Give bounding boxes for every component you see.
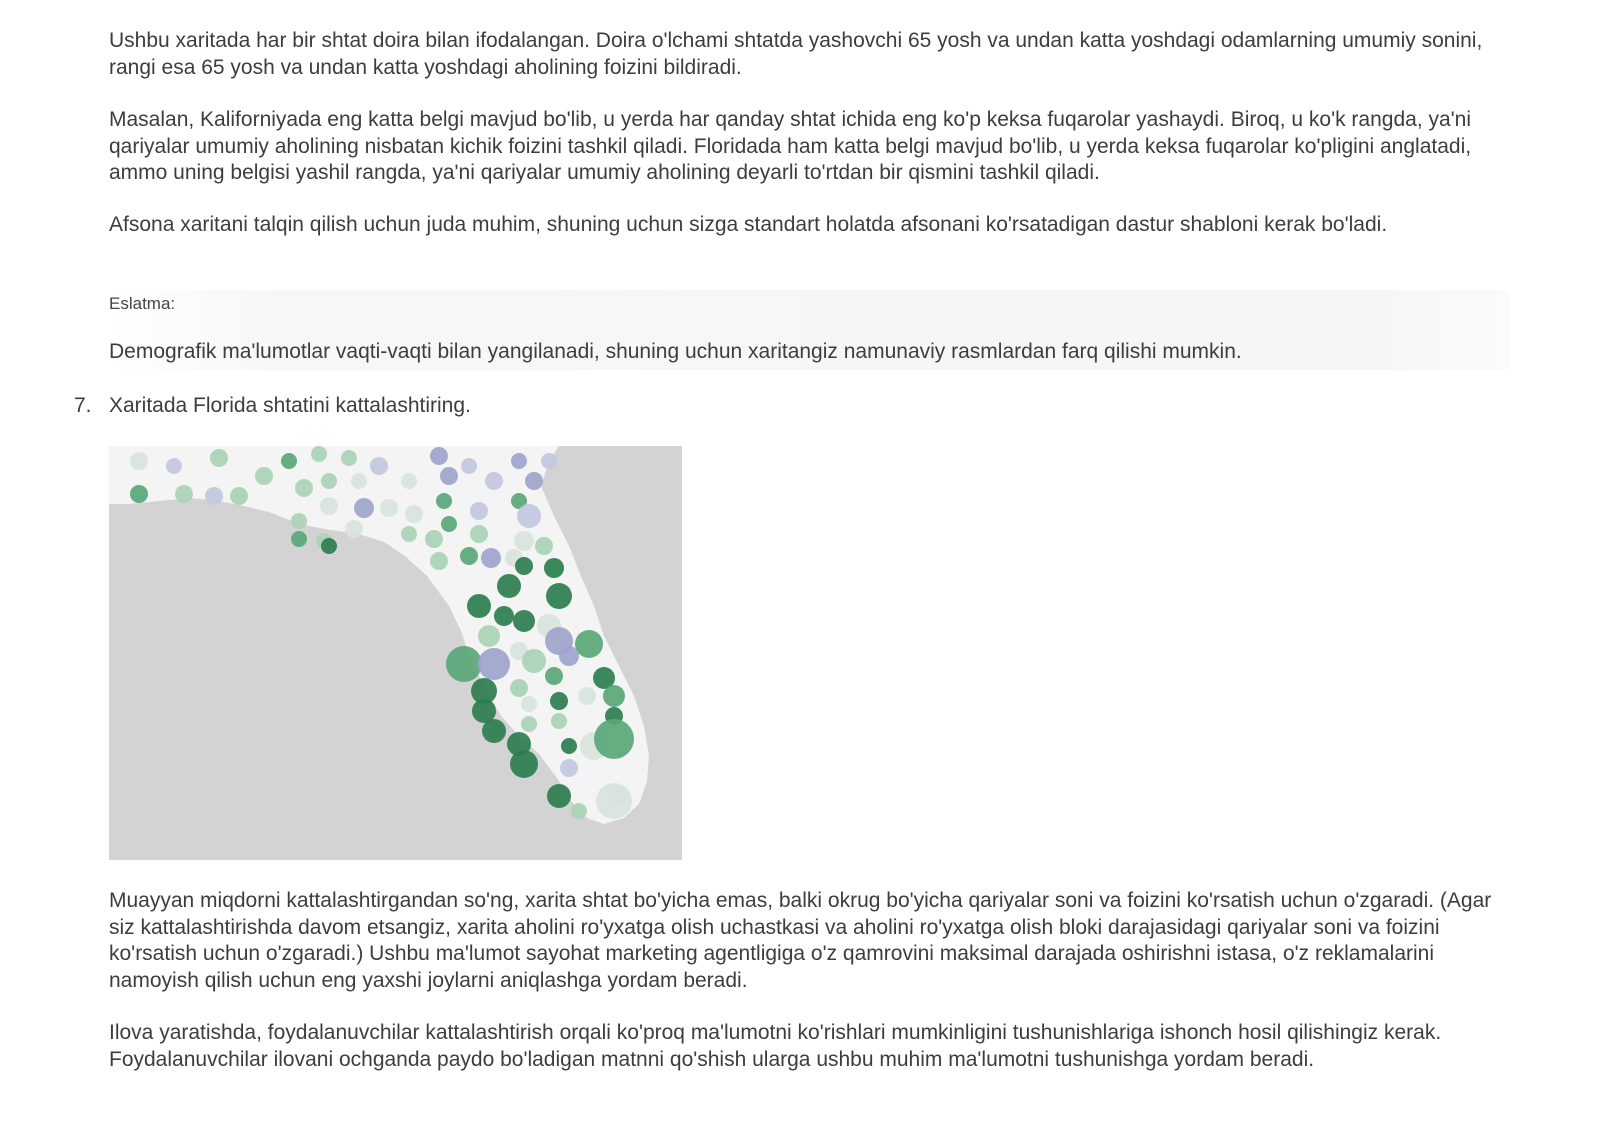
county-circle (230, 487, 248, 505)
county-circle (440, 467, 458, 485)
note-box (109, 290, 1509, 370)
county-circle (467, 594, 491, 618)
county-circle (130, 485, 148, 503)
county-circle (596, 783, 632, 819)
county-circle (320, 497, 338, 515)
note-text: Demografik ma'lumotlar vaqti-vaqti bilan yangilanadi, shuning uchun xaritangiz namunaviy rasmlardan farq qilishi mumkin. (109, 340, 1242, 363)
note-label: Eslatma: (109, 294, 176, 313)
example-paragraph: Masalan, Kaliforniyada eng katta belgi mavjud bo'lib, u yerda har qanday shtat ichida eng ko'p keksa fuqarolar yashaydi. Biroq, u ko'k rangda, ya'ni qariyalar umumiy aholining nisbatan kichik foizini tashkil qiladi. Floridada ham katta belgi mavjud bo'lib, u yerda keksa fuqarolar ko'pligini anglatadi, ammo uning belgisi yashil rangda, ya'ni qariyalar umumiy aholining deyarli to'rtdan bir qismini tashkil qiladi. (109, 108, 1472, 184)
county-circle (521, 696, 537, 712)
intro-paragraph: Ushbu xaritada har bir shtat doira bilan ifodalangan. Doira o'lchami shtatda yashovchi 65 yosh va undan katta yoshdagi odamlarning umumiy sonini, rangi esa 65 yosh va undan katta yoshdagi aholining foizini bildiradi. (109, 29, 1483, 79)
county-circle (321, 538, 337, 554)
county-circle (166, 458, 182, 474)
county-circle (295, 479, 313, 497)
county-circle (545, 667, 563, 685)
county-circle (470, 525, 488, 543)
county-circle (370, 457, 388, 475)
county-circle (130, 452, 148, 470)
county-circle (494, 606, 514, 626)
county-circle (541, 453, 557, 469)
county-circle (401, 526, 417, 542)
county-circle (547, 784, 571, 808)
florida-map-screenshot (109, 446, 682, 860)
step-number: 7. (74, 394, 92, 417)
county-circle (205, 487, 223, 505)
county-circle (513, 610, 535, 632)
county-circle (478, 648, 510, 680)
county-circle (603, 685, 625, 707)
county-circle (470, 502, 488, 520)
county-circle (544, 558, 564, 578)
step-text: Xaritada Florida shtatini kattalashtiring. (109, 394, 471, 417)
county-circle (341, 450, 357, 466)
county-circle (511, 453, 527, 469)
zoom-explanation-paragraph: Muayyan miqdorni kattalashtirgandan so'ng, xarita shtat bo'yicha emas, balki okrug bo'yicha qariyalar soni va foizini ko'rsatish uchun o'zgaradi. (Agar siz kattalashtirishda davom etsangiz, xarita aholini ro'yxatga olish uchastkasi va aholini ro'yxatga olish bloki darajasidagi qariyalar soni va foizini ko'rsatish uchun o'zgaradi.) Ushbu ma'lumot sayohat marketing agentligiga o'z qamrovini maksimal darajada oshirishni istasa, o'z reklamalarini namoyish qilish uchun eng yaxshi joylarni aniqlashga yordam beradi. (109, 889, 1492, 992)
county-circle (210, 449, 228, 467)
county-circle (551, 713, 567, 729)
county-circle (535, 537, 553, 555)
county-circle (560, 759, 578, 777)
county-circle (575, 630, 603, 658)
county-circle (436, 493, 452, 509)
county-circle (485, 472, 503, 490)
county-circle (291, 531, 307, 547)
county-circle (461, 458, 477, 474)
county-circle (510, 679, 528, 697)
county-circle (321, 473, 337, 489)
county-circle (521, 716, 537, 732)
county-circle (522, 649, 546, 673)
county-circle (441, 516, 457, 532)
county-circle (460, 547, 478, 565)
app-tip-paragraph: Ilova yaratishda, foydalanuvchilar kattalashtirish orqali ko'proq ma'lumotni ko'rishlari mumkinligini tushunishlariga ishonch hosil qilishingiz kerak. Foydalanuvchilar ilovani ochganda paydo bo'ladigan matnni qo'shish ularga ushbu muhim ma'lumotni tushunishga yordam beradi. (109, 1021, 1442, 1071)
county-circle (430, 552, 448, 570)
county-circle (559, 646, 579, 666)
county-circle (405, 505, 423, 523)
county-circle (482, 719, 506, 743)
county-circle (517, 504, 541, 528)
county-circle (525, 472, 543, 490)
county-circle (255, 467, 273, 485)
county-circle (515, 557, 533, 575)
county-circle (497, 574, 521, 598)
county-circle (354, 498, 374, 518)
county-circle (345, 520, 363, 538)
county-circle (561, 738, 577, 754)
county-circle (175, 485, 193, 503)
step-7 (74, 394, 471, 418)
county-circle (578, 687, 596, 705)
county-circle (594, 719, 634, 759)
county-circle (478, 625, 500, 647)
county-circle (351, 473, 367, 489)
county-circle (546, 583, 572, 609)
county-circle (571, 803, 587, 819)
county-circle (430, 447, 448, 465)
county-circle (380, 499, 398, 517)
county-circle (514, 531, 534, 551)
county-circle (311, 446, 327, 462)
county-circle (510, 750, 538, 778)
county-circle (481, 548, 501, 568)
legend-paragraph: Afsona xaritani talqin qilish uchun juda muhim, shuning uchun sizga standart holatda afsonani ko'rsatadigan dastur shabloni kerak bo'ladi. (109, 213, 1388, 236)
county-circle (291, 513, 307, 529)
county-circle (401, 473, 417, 489)
county-circle (425, 530, 443, 548)
florida-map-svg (109, 446, 682, 860)
county-circle (550, 692, 568, 710)
county-circle (281, 453, 297, 469)
county-circle (446, 646, 482, 682)
